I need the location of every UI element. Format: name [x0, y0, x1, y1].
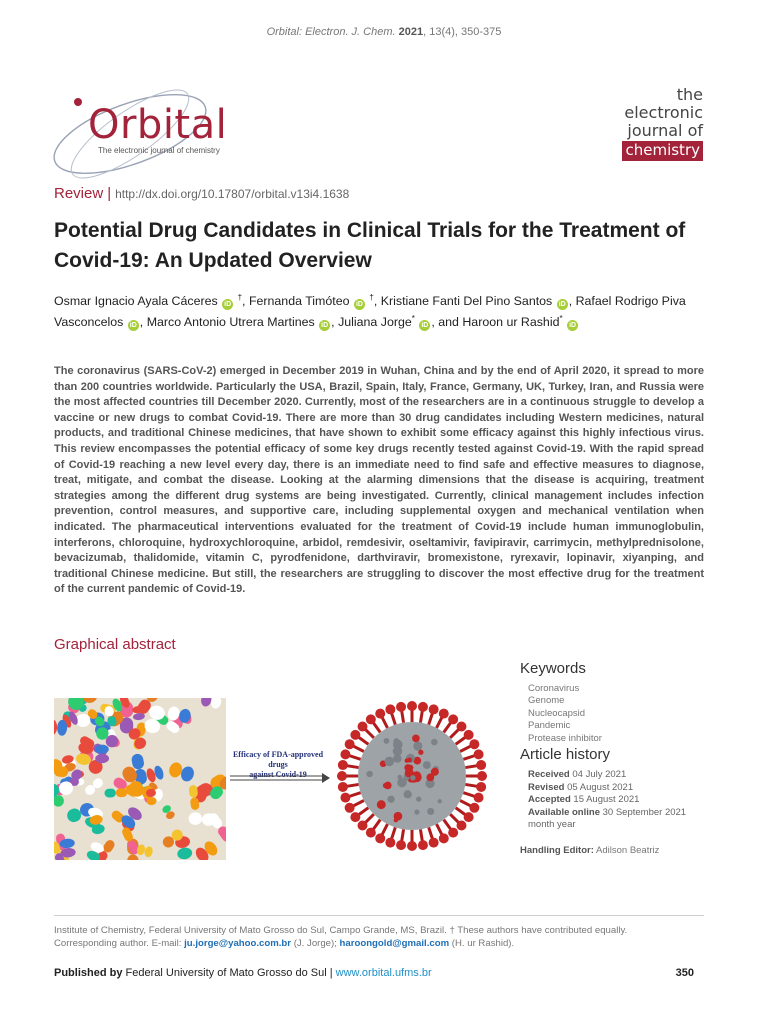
- author-name: Fernanda Timóteo: [248, 294, 350, 309]
- orcid-icon[interactable]: iD: [421, 322, 429, 330]
- arrow-right-icon: [230, 772, 330, 784]
- journal-name: Orbital: Electron. J. Chem.: [266, 26, 396, 38]
- article-type-line: [54, 185, 349, 202]
- ga-label-line-2: against Covid-19: [249, 770, 307, 779]
- journal-url-link[interactable]: www.orbital.ufms.br: [335, 967, 432, 979]
- article-title: Potential Drug Candidates in Clinical Trials for the Treatment of Covid-19: An Updated Overview: [54, 219, 686, 272]
- author-name: Marco Antonio Utrera Martines: [146, 315, 315, 330]
- abstract-text: The coronavirus (SARS-CoV-2) emerged in December 2019 in Wuhan, China and by the end of April 2020, it spread to more than 200 countries worldwide. Particularly the USA, Brazil, Spain, Italy, France, Germany, UK, Turkey, Iran, and Russia were the most affected countries till December 2020. Currently, most of the researchers are in a continuous struggle to develop a vaccine or new drugs to combat Covid-19. There are more than 30 drug candidates including Western medicines, natural products, and traditional Chinese medicines, that have shown to exhibit some efficacy against this highly infectious virus. This review encompasses the potential efficacy of some key drugs recently tested against Covid-19. With the rapid spread of Covid-19 reaching a new level every day, there is an immediate need to find safe and effective measures to diagnose, treat, mitigate, and combat the disease. Looking at the alarming dimensions that the disease is acquiring, treatment strategies among the different drug systems are being investigated. Currently, clinical management includes infection prevention, control measures, and supportive care, including supplemental oxygen and mechanical ventilation when indicated. The pharmaceutical interventions evaluated for the treatment of Covid-19 include human immunoglobulin, interferons, chloroquine, hydroxychloroquine, arbidol, remdesivir, oseltamivir, favipiravir, carrimycin, methylprednisolone, bevacizumab, thalidomide, vitamin C, pyrodfenidone, darthviravir, bromexistone, ryrexavir, lopinavir, xiyanping, and traditional Chinese medicine. But still, the researchers are struggling to discover the most effective drug for the treatment of the current pandemic of Covid-19.: [54, 365, 704, 596]
- type-separator: |: [107, 185, 112, 202]
- orcid-icon[interactable]: iD: [321, 322, 329, 330]
- footnote-affiliation: Institute of Chemistry, Federal University of Mato Grosso do Sul, Campo Grande, MS, Brazil. † These authors have contributed equally.: [54, 925, 628, 936]
- brand-line-3: journal of: [627, 121, 703, 140]
- keywords-list: [528, 683, 602, 745]
- orcid-icon[interactable]: iD: [129, 322, 137, 330]
- author-mark: †: [369, 293, 374, 302]
- author-list: [54, 289, 714, 331]
- author-separator: ,: [242, 294, 249, 309]
- author-separator: ,: [373, 294, 381, 309]
- keyword-item: Pandemic: [528, 720, 571, 732]
- keywords-heading: Keywords: [520, 660, 586, 677]
- history-item-accepted: Accepted 15 August 2021: [528, 794, 640, 806]
- email-link-rashid[interactable]: haroongold@gmail.com: [339, 938, 450, 949]
- logo-wordmark: Orbital: [88, 102, 228, 148]
- ga-label-line-1: Efficacy of FDA-approved drugs: [232, 750, 324, 769]
- keyword-item: Nucleocapsid: [528, 707, 586, 719]
- page-number: 350: [675, 967, 694, 979]
- graphical-abstract-heading: Graphical abstract: [54, 636, 176, 653]
- keyword-item: Coronavirus: [528, 683, 580, 694]
- author-name: Kristiane Fanti Del Pino Santos: [380, 294, 553, 309]
- pills-image: [54, 698, 226, 860]
- coronavirus-image: [326, 690, 498, 862]
- brand-line-4: chemistry: [622, 141, 703, 161]
- footnote-divider: [54, 915, 704, 916]
- handling-editor: [520, 845, 659, 856]
- brand-line-2: electronic: [624, 103, 703, 122]
- article-type: Review: [54, 185, 104, 202]
- orcid-icon[interactable]: iD: [224, 301, 232, 309]
- author-mark: †: [237, 293, 243, 302]
- history-item-revised: Revised 05 August 2021: [528, 781, 634, 793]
- published-by-label: Published by: [54, 967, 123, 979]
- author-separator: ,: [568, 294, 576, 309]
- doi-link[interactable]: http://dx.doi.org/10.17807/orbital.v13i4.1638: [115, 187, 350, 201]
- author-separator: ,: [139, 315, 147, 330]
- author-separator: , and: [431, 315, 463, 330]
- article-history-heading: Article history: [520, 746, 611, 763]
- journal-brand-block: [622, 86, 703, 161]
- journal-citation: [0, 26, 768, 38]
- orcid-icon[interactable]: iD: [558, 301, 566, 309]
- author-mark: *: [411, 314, 415, 324]
- history-item-received: Received 04 July 2021: [528, 769, 627, 780]
- author-separator: ,: [331, 315, 339, 330]
- publisher-line: [54, 967, 432, 979]
- author-name: Rafael Rodrigo Piva Vasconcelos: [54, 294, 686, 330]
- history-item-available: Available online 30 September 2021: [528, 806, 687, 818]
- keyword-item: Protease inhibitor: [528, 732, 602, 744]
- editor-name: Adilson Beatriz: [596, 845, 660, 856]
- publisher-name: Federal University of Mato Grosso do Sul |: [122, 967, 336, 979]
- email-link-jorge[interactable]: ju.jorge@yahoo.com.br: [184, 938, 292, 949]
- journal-year: 2021: [398, 26, 424, 38]
- article-history-list: [528, 769, 686, 832]
- logo-tagline: The electronic journal of chemistry: [98, 146, 220, 155]
- keyword-item: Genome: [528, 695, 565, 707]
- footnote-corresponding: Corresponding author. E-mail: ju.jorge@yahoo.com.br (J. Jorge); haroongold@gmail.com (H. ur Rashid).: [54, 938, 515, 949]
- orcid-icon[interactable]: iD: [569, 322, 577, 330]
- journal-volume: , 13(4), 350-375: [423, 26, 502, 38]
- orcid-icon[interactable]: iD: [355, 301, 363, 309]
- author-name: Osmar Ignacio Ayala Cáceres: [54, 294, 218, 309]
- history-extra: month year: [528, 819, 576, 831]
- author-name: Juliana Jorge: [338, 315, 412, 330]
- author-name: Haroon ur Rashid: [462, 315, 560, 330]
- author-mark: *: [559, 314, 563, 324]
- footnote: [54, 924, 714, 950]
- brand-line-1: the: [676, 85, 703, 104]
- editor-label: Handling Editor:: [520, 845, 594, 856]
